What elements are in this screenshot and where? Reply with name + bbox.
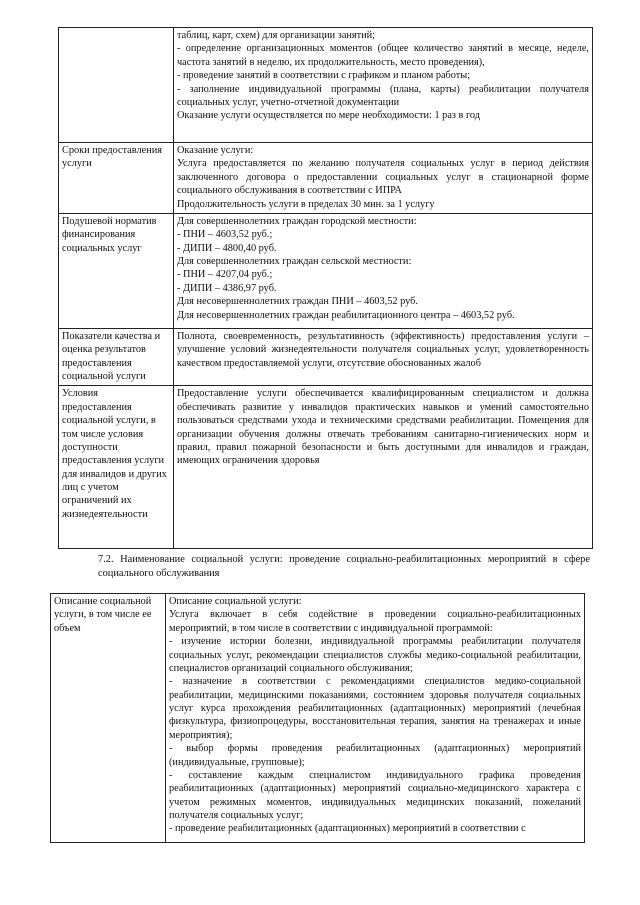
service-table-7-2 [50,593,585,843]
row-label [59,28,174,143]
table-row [59,28,593,143]
service-table-7-1 [58,27,593,549]
content-line: Оказание услуги: [177,145,254,156]
content-line: Для несовершеннолетних граждан реабилитационного центра – 4603,52 руб. [177,309,515,321]
content-line: - ПНИ – 4603,52 руб.; [177,229,273,241]
table-row [51,594,585,843]
content-line: Услуга предоставляется по желанию получателя социальных услуг в период действия заключенного договора о предоставлении социальных услуг в стационарной форме социального обслуживания в соответствии с ИПРА [177,158,589,197]
content-line: - проведение реабилитационных (адаптационных) мероприятий в соответствии с [169,823,526,835]
row-label: Подушевой норматив финансирования социальных услуг [59,213,174,328]
content-line: - ПНИ – 4207,04 руб.; [177,269,273,281]
content-line: - проведение занятий в соответствии с графиком и планом работы; [177,70,471,82]
content-line: - выбор формы проведения реабилитационных (адаптационных) мероприятий (индивидуальные, групповые); [169,743,581,768]
content-line: Полнота, своевременность, результативность (эффективность) предоставления услуги – улучшение условий жизнедеятельности получателя социальных услуг, удовлетворенность качеством предоставляемой услуги, отсутствие обоснованных жалоб [177,330,589,369]
row-content [174,328,593,386]
content-line: - назначение в соответствии с рекомендациями специалистов медико-социальной реабилитации, медицинскими показаниями, состоянием здоровья получателя социальных услуг курса прохождения реабилитационных (адаптационных) мероприятий (лечебная физкультура, физиопроцедуры, восстановительная терапия, занятия на тренажерах и иные мероприятия); [169,676,581,741]
row-label: Условия предоставления социальной услуги, в том числе условия доступности предоставления услуги для инвалидов и других лиц с учетом ограничений их жизнедеятельности [59,386,174,549]
content-line: таблиц, карт, схем) для организации занятий; [177,30,376,41]
row-content [166,594,585,843]
table-row [59,143,593,214]
content-line: Для совершеннолетних граждан городской местности: [177,215,417,227]
row-content [174,28,593,143]
table-row [59,328,593,386]
content-line: - изучение истории болезни, индивидуальной программы реабилитации получателя социальных услуг, рекомендации специалистов службы медико-социальной реабилитации, специалистов организаций социального обслуживания; [169,636,581,674]
content-line: - ДИПИ – 4800,40 руб. [177,242,277,254]
table-row [59,213,593,328]
content-line: - заполнение индивидуальной программы (плана, карты) реабилитации получателя социальных услуг, учетно-отчетной документации [177,83,589,108]
content-line: Предоставление услуги обеспечивается квалифицированным специалистом и должна обеспечивать развитие у инвалидов практических навыков и умений самостоятельно пользоваться средствами ухода и техническими средствами реабилитации. Помещения для организации обучения должны отвечать требованиям санитарно-гигиенических норм и правил, правил пожарной безопасности и быть доступными для инвалидов и граждан, имеющих ограничения здоровья [177,388,589,467]
content-line: - определение организационных моментов (общее количество занятий в месяце, неделе, частота занятий в неделю, их продолжительность, место проведения), [177,43,589,68]
section-heading: 7.2. Наименование социальной услуги: проведение социально-реабилитационных мероприятий в сфере социального обслуживания [98,554,590,580]
content-line: Услуга включает в себя содействие в проведении социально-реабилитационных мероприятий, в том числе в соответствии с индивидуальной программой: [169,609,581,634]
content-line: - составление каждым специалистом индивидуального графика проведения реабилитационных (адаптационных) мероприятий социально-медицинского характера с учетом режимных моментов, индивидуальных медицинских показаний, пожеланий получателя социальных услуг; [169,769,581,821]
content-line: Для совершеннолетних граждан сельской местности: [177,256,412,267]
content-line: - ДИПИ – 4386,97 руб. [177,282,277,294]
row-label: Сроки предоставления услуги [59,143,174,214]
row-content [174,143,593,214]
content-line: Для несовершеннолетних граждан ПНИ – 4603,52 руб. [177,296,418,308]
row-content [174,386,593,549]
table-row [59,386,593,549]
content-line: Оказание услуги осуществляется по мере необходимости: 1 раз в год [177,110,481,122]
row-label: Показатели качества и оценка результатов предоставления социальной услуги [59,328,174,386]
row-content [174,213,593,328]
row-label: Описание социальной услуги, в том числе ее объем [51,594,166,843]
content-line: Описание социальной услуги: [169,596,302,607]
content-line: Продолжительность услуги в пределах 30 мин. за 1 услугу [177,198,435,210]
